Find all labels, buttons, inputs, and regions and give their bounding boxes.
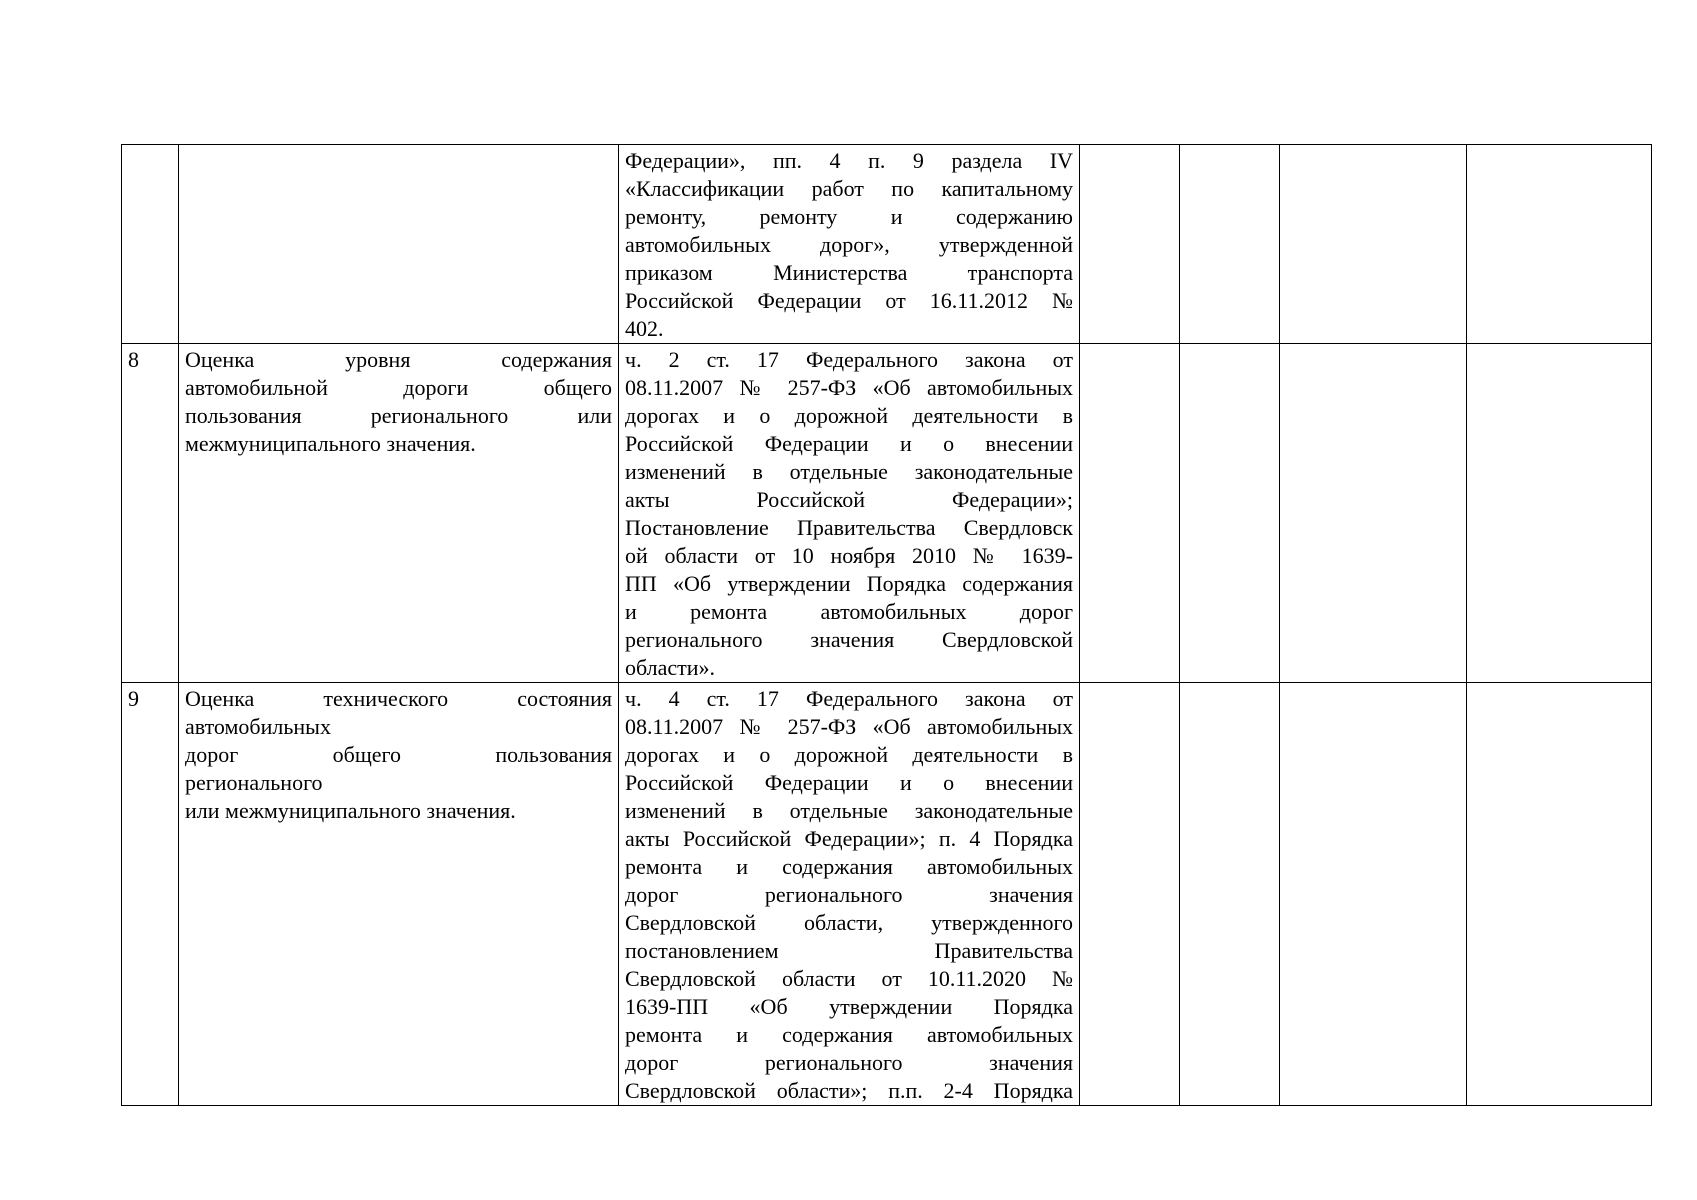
empty-cell (1080, 344, 1180, 683)
text-line: регионального значения Свердловской (625, 627, 1073, 652)
text-line: области». (625, 655, 716, 680)
text-line: изменений в отдельные законодательные (625, 798, 1073, 823)
empty-cell (1467, 683, 1652, 1106)
table-row (122, 145, 1652, 344)
text-line: дорог регионального значения (625, 882, 1073, 907)
text-line: Свердловской области от 10.11.2020 № (625, 966, 1073, 991)
table-row (122, 344, 1652, 683)
row-number-cell (122, 145, 179, 344)
text-line: Федерации», пп. 4 п. 9 раздела IV (625, 148, 1073, 173)
text-line: регионального (185, 770, 323, 795)
empty-cell (1280, 683, 1467, 1106)
text-line: приказом Министерства транспорта (625, 260, 1073, 285)
text-line: Оценка уровня содержания (185, 347, 612, 372)
text-line: и ремонта автомобильных дорог (625, 599, 1073, 624)
text-line: Российской Федерации и о внесении (625, 431, 1073, 456)
table-row (122, 683, 1652, 1106)
empty-cell (1467, 344, 1652, 683)
text-line: постановлением Правительства (625, 938, 1073, 963)
text-line: ой области от 10 ноября 2010 № 1639- (625, 543, 1073, 568)
text-line: ремонту, ремонту и содержанию (625, 204, 1073, 229)
empty-cell (1280, 145, 1467, 344)
row-number-cell (122, 344, 179, 683)
text-line: 08.11.2007 № 257-ФЗ «Об автомобильных (625, 714, 1073, 739)
row-number: 9 (128, 686, 139, 711)
legal-basis-cell (619, 145, 1080, 344)
description-cell (179, 683, 619, 1106)
text-line: Свердловской области»; п.п. 2-4 Порядка (625, 1078, 1073, 1103)
empty-cell (1180, 344, 1280, 683)
requirements-table (121, 144, 1652, 1106)
row-number: 8 (128, 347, 139, 372)
text-line: ч. 4 ст. 17 Федерального закона от (625, 686, 1073, 711)
text-line: автомобильной дороги общего (185, 375, 612, 400)
text-line: 402. (625, 316, 664, 341)
text-line: 08.11.2007 № 257-ФЗ «Об автомобильных (625, 375, 1073, 400)
empty-cell (1467, 145, 1652, 344)
text-line: автомобильных дорог», утвержденной (625, 232, 1073, 257)
text-line: Оценка технического состояния (185, 686, 612, 711)
legal-basis-cell (619, 344, 1080, 683)
text-line: акты Российской Федерации»; (625, 487, 1073, 512)
text-line: изменений в отдельные законодательные (625, 459, 1073, 484)
empty-cell (1180, 145, 1280, 344)
text-line: пользования регионального или (185, 403, 612, 428)
empty-cell (1080, 683, 1180, 1106)
text-line: дорогах и о дорожной деятельности в (625, 403, 1073, 428)
text-line: ремонта и содержания автомобильных (625, 1022, 1073, 1047)
text-line: дорог общего пользования (185, 742, 612, 767)
empty-cell (1280, 344, 1467, 683)
text-line: ПП «Об утверждении Порядка содержания (625, 571, 1073, 596)
text-line: 1639-ПП «Об утверждении Порядка (625, 994, 1073, 1019)
text-line: межмуниципального значения. (185, 431, 476, 456)
empty-cell (1080, 145, 1180, 344)
text-line: «Классификации работ по капитальному (625, 176, 1073, 201)
text-line: дорог регионального значения (625, 1050, 1073, 1075)
text-line: дорогах и о дорожной деятельности в (625, 742, 1073, 767)
text-line: Свердловской области, утвержденного (625, 910, 1073, 935)
text-line: акты Российской Федерации»; п. 4 Порядка (625, 826, 1073, 851)
description-cell (179, 145, 619, 344)
text-line: Постановление Правительства Свердловск (625, 515, 1073, 540)
text-line: автомобильных (185, 714, 331, 739)
text-line: ремонта и содержания автомобильных (625, 854, 1073, 879)
text-line: Российской Федерации и о внесении (625, 770, 1073, 795)
description-cell (179, 344, 619, 683)
row-number-cell (122, 683, 179, 1106)
text-line: Российской Федерации от 16.11.2012 № (625, 288, 1073, 313)
text-line: ч. 2 ст. 17 Федерального закона от (625, 347, 1073, 372)
empty-cell (1180, 683, 1280, 1106)
text-line: или межмуниципального значения. (185, 798, 516, 823)
legal-basis-cell (619, 683, 1080, 1106)
